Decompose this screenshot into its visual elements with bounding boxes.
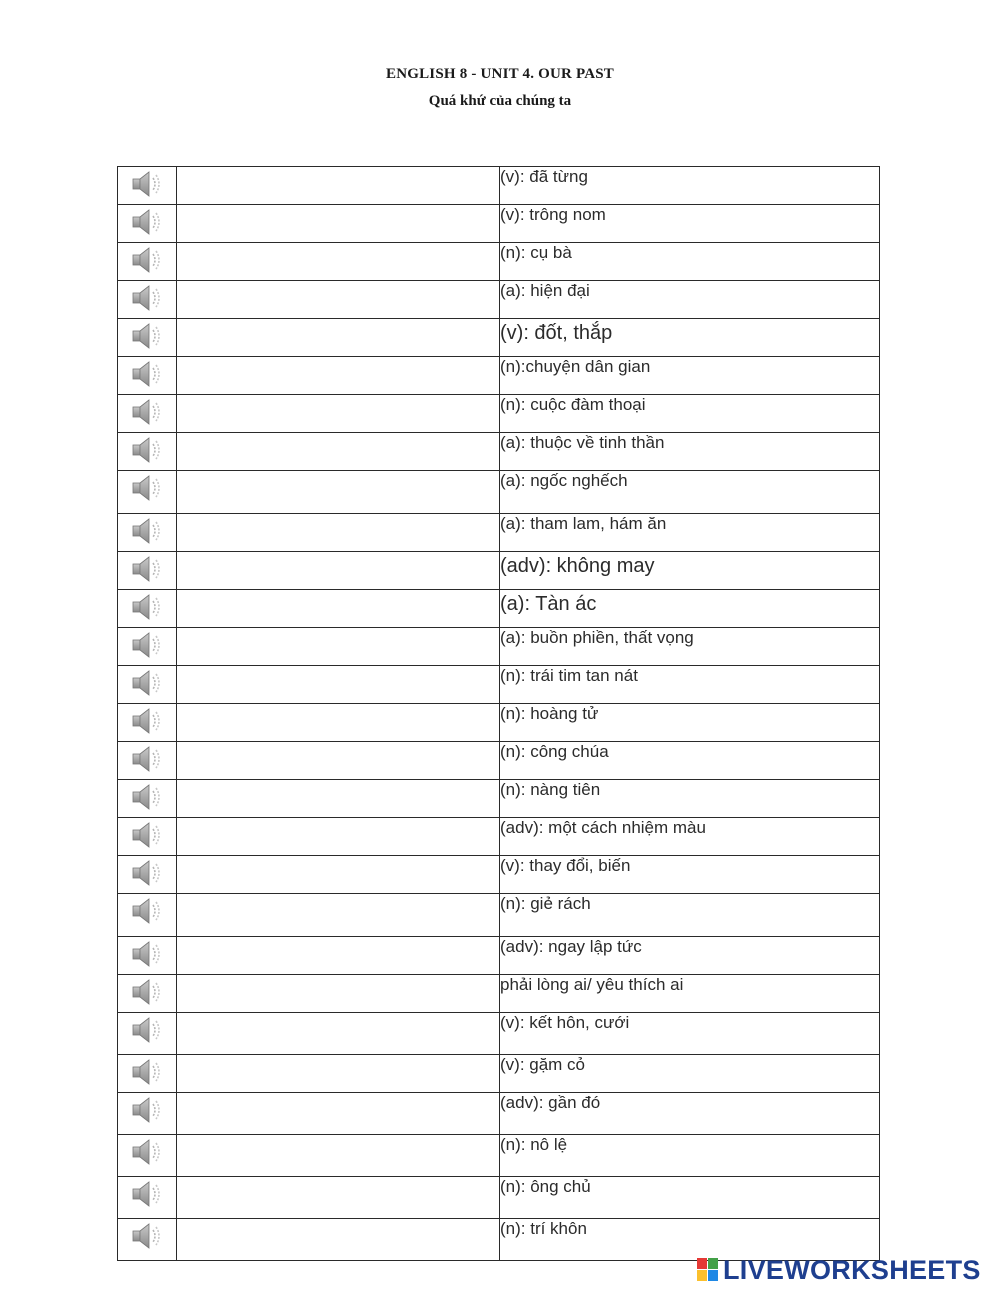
table-row <box>118 856 880 894</box>
meaning-cell: (a): hiện đại <box>500 281 880 319</box>
meaning-cell: (adv): một cách nhiệm màu <box>500 818 880 856</box>
table-row <box>118 167 880 205</box>
answer-cell[interactable] <box>177 894 500 937</box>
speaker-icon[interactable] <box>129 896 165 926</box>
speaker-icon[interactable] <box>129 706 165 736</box>
answer-cell[interactable] <box>177 319 500 357</box>
speaker-icon[interactable] <box>129 321 165 351</box>
brand-text: LIVEWORKSHEETS <box>723 1255 981 1285</box>
answer-cell[interactable] <box>177 590 500 628</box>
table-row <box>118 742 880 780</box>
table-row <box>118 281 880 319</box>
meaning-cell: (a): buồn phiền, thất vọng <box>500 628 880 666</box>
logo-blocks-icon <box>697 1258 719 1282</box>
speaker-icon[interactable] <box>129 939 165 969</box>
speaker-icon[interactable] <box>129 820 165 850</box>
speaker-icon[interactable] <box>129 473 165 503</box>
speaker-icon[interactable] <box>129 283 165 313</box>
meaning-cell: (n): trí khôn <box>500 1219 880 1261</box>
answer-cell[interactable] <box>177 433 500 471</box>
meaning-cell: (n): cuộc đàm thoại <box>500 395 880 433</box>
meaning-cell: (n): giẻ rách <box>500 894 880 937</box>
table-row <box>118 357 880 395</box>
answer-cell[interactable] <box>177 856 500 894</box>
speaker-icon[interactable] <box>129 435 165 465</box>
answer-cell[interactable] <box>177 937 500 975</box>
speaker-icon[interactable] <box>129 1221 165 1251</box>
table-row <box>118 628 880 666</box>
table-row <box>118 937 880 975</box>
speaker-icon[interactable] <box>129 977 165 1007</box>
answer-cell[interactable] <box>177 666 500 704</box>
answer-cell[interactable] <box>177 471 500 514</box>
meaning-cell: (n): ông chủ <box>500 1177 880 1219</box>
meaning-cell: phải lòng ai/ yêu thích ai <box>500 975 880 1013</box>
speaker-icon[interactable] <box>129 1179 165 1209</box>
table-row <box>118 1135 880 1177</box>
table-row <box>118 395 880 433</box>
answer-cell[interactable] <box>177 167 500 205</box>
answer-cell[interactable] <box>177 742 500 780</box>
answer-cell[interactable] <box>177 281 500 319</box>
worksheet-title: ENGLISH 8 - UNIT 4. OUR PAST <box>386 66 614 82</box>
answer-cell[interactable] <box>177 1177 500 1219</box>
answer-cell[interactable] <box>177 1135 500 1177</box>
meaning-cell: (v): trông nom <box>500 205 880 243</box>
meaning-cell: (n): nô lệ <box>500 1135 880 1177</box>
speaker-icon[interactable] <box>129 169 165 199</box>
table-row <box>118 894 880 937</box>
meaning-cell: (n): nàng tiên <box>500 780 880 818</box>
speaker-icon[interactable] <box>129 516 165 546</box>
answer-cell[interactable] <box>177 1219 500 1261</box>
meaning-cell: (v): đốt, thắp <box>500 319 880 357</box>
speaker-icon[interactable] <box>129 397 165 427</box>
table-row <box>118 471 880 514</box>
answer-cell[interactable] <box>177 780 500 818</box>
meaning-cell: (a): ngốc nghếch <box>500 471 880 514</box>
table-row <box>118 205 880 243</box>
meaning-cell: (n): trái tim tan nát <box>500 666 880 704</box>
meaning-cell: (n): cụ bà <box>500 243 880 281</box>
speaker-icon[interactable] <box>129 782 165 812</box>
meaning-cell: (n):chuyện dân gian <box>500 357 880 395</box>
speaker-icon[interactable] <box>129 630 165 660</box>
table-row <box>118 1013 880 1055</box>
table-row <box>118 666 880 704</box>
answer-cell[interactable] <box>177 205 500 243</box>
meaning-cell: (v): thay đổi, biến <box>500 856 880 894</box>
meaning-cell: (v): gặm cỏ <box>500 1055 880 1093</box>
answer-cell[interactable] <box>177 357 500 395</box>
speaker-icon[interactable] <box>129 1095 165 1125</box>
table-row <box>118 319 880 357</box>
liveworksheets-logo <box>697 1254 997 1286</box>
speaker-icon[interactable] <box>129 554 165 584</box>
table-row <box>118 1055 880 1093</box>
speaker-icon[interactable] <box>129 744 165 774</box>
answer-cell[interactable] <box>177 818 500 856</box>
speaker-icon[interactable] <box>129 1137 165 1167</box>
speaker-icon[interactable] <box>129 858 165 888</box>
answer-cell[interactable] <box>177 704 500 742</box>
meaning-cell: (n): công chúa <box>500 742 880 780</box>
table-row <box>118 780 880 818</box>
meaning-cell: (adv): gần đó <box>500 1093 880 1135</box>
speaker-icon[interactable] <box>129 592 165 622</box>
table-row <box>118 975 880 1013</box>
speaker-icon[interactable] <box>129 245 165 275</box>
table-row <box>118 590 880 628</box>
table-row <box>118 433 880 471</box>
answer-cell[interactable] <box>177 1013 500 1055</box>
answer-cell[interactable] <box>177 243 500 281</box>
meaning-cell: (n): hoàng tử <box>500 704 880 742</box>
table-row <box>118 818 880 856</box>
answer-cell[interactable] <box>177 975 500 1013</box>
speaker-icon[interactable] <box>129 1015 165 1045</box>
vocabulary-table <box>117 166 880 1261</box>
answer-cell[interactable] <box>177 514 500 552</box>
speaker-icon[interactable] <box>129 207 165 237</box>
table-row <box>118 704 880 742</box>
answer-cell[interactable] <box>177 552 500 590</box>
answer-cell[interactable] <box>177 1055 500 1093</box>
table-row <box>118 1093 880 1135</box>
answer-cell[interactable] <box>177 1093 500 1135</box>
meaning-cell: (a): Tàn ác <box>500 590 880 628</box>
answer-cell[interactable] <box>177 628 500 666</box>
speaker-icon[interactable] <box>129 668 165 698</box>
table-row <box>118 1177 880 1219</box>
worksheet-subtitle: Quá khứ của chúng ta <box>428 93 572 109</box>
meaning-cell: (a): tham lam, hám ăn <box>500 514 880 552</box>
table-row <box>118 514 880 552</box>
meaning-cell: (v): kết hôn, cưới <box>500 1013 880 1055</box>
meaning-cell: (a): thuộc về tinh thần <box>500 433 880 471</box>
meaning-cell: (adv): ngay lập tức <box>500 937 880 975</box>
meaning-cell: (adv): không may <box>500 552 880 590</box>
speaker-icon[interactable] <box>129 1057 165 1087</box>
speaker-icon[interactable] <box>129 359 165 389</box>
meaning-cell: (v): đã từng <box>500 167 880 205</box>
table-row <box>118 552 880 590</box>
answer-cell[interactable] <box>177 395 500 433</box>
table-row <box>118 243 880 281</box>
